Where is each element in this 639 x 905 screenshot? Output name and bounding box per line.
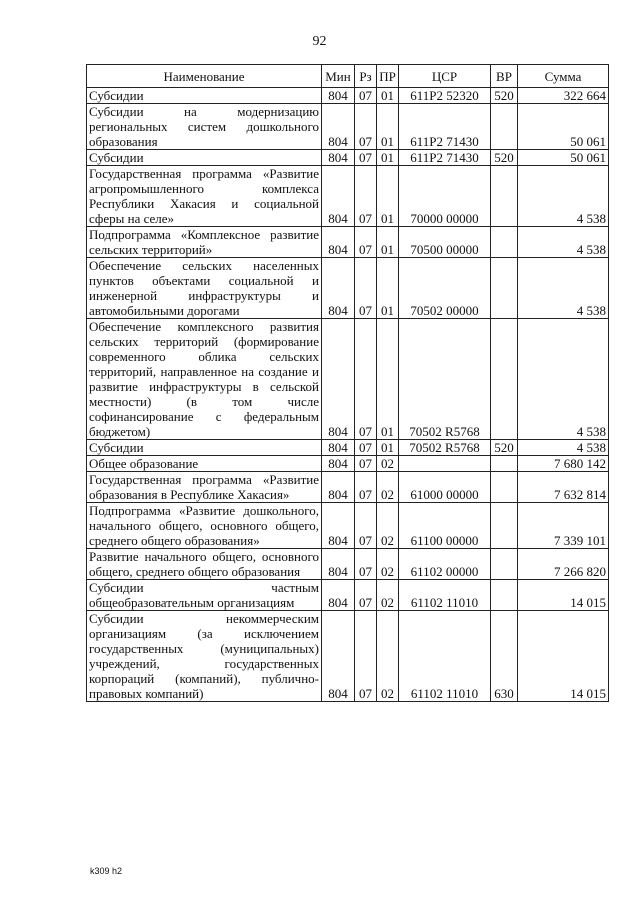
row-vr: 630 xyxy=(491,611,518,702)
row-sum: 4 538 xyxy=(518,440,609,456)
table-row xyxy=(87,611,609,702)
row-pr: 01 xyxy=(377,227,399,258)
row-min: 804 xyxy=(322,104,355,150)
row-vr xyxy=(491,456,518,472)
row-pr: 02 xyxy=(377,549,399,580)
row-rz: 07 xyxy=(355,472,377,503)
row-vr xyxy=(491,227,518,258)
row-name: Субсидии xyxy=(87,440,322,456)
page-number: 92 xyxy=(312,34,327,49)
row-rz: 07 xyxy=(355,456,377,472)
row-sum: 4 538 xyxy=(518,227,609,258)
row-name: Обеспечение комплексного развития сельских территорий (формирование современного облика сельских территорий, направленное на создание и развитие инфраструктуры в сельской местности) (в том числе софинансирование с федеральным бюджетом) xyxy=(87,319,322,440)
row-name: Подпрограмма «Развитие дошкольного, начального общего, основного общего, среднего общего образования» xyxy=(87,503,322,549)
row-min: 804 xyxy=(322,440,355,456)
row-min: 804 xyxy=(322,319,355,440)
row-csr: 611P2 71430 xyxy=(399,104,491,150)
row-name: Субсидии xyxy=(87,88,322,104)
row-rz: 07 xyxy=(355,227,377,258)
row-pr: 02 xyxy=(377,580,399,611)
header-sum: Сумма xyxy=(518,65,609,88)
row-csr: 611P2 71430 xyxy=(399,150,491,166)
row-min: 804 xyxy=(322,150,355,166)
row-csr: 61000 00000 xyxy=(399,472,491,503)
row-pr: 01 xyxy=(377,104,399,150)
row-name: Общее образование xyxy=(87,456,322,472)
table-row xyxy=(87,456,609,472)
header-rz: Рз xyxy=(355,65,377,88)
row-rz: 07 xyxy=(355,611,377,702)
row-vr: 520 xyxy=(491,88,518,104)
table-row xyxy=(87,580,609,611)
row-min: 804 xyxy=(322,258,355,319)
row-pr: 01 xyxy=(377,150,399,166)
table-row xyxy=(87,503,609,549)
row-csr: 611P2 52320 xyxy=(399,88,491,104)
row-name: Субсидии частным общеобразовательным организациям xyxy=(87,580,322,611)
row-rz: 07 xyxy=(355,503,377,549)
row-pr: 01 xyxy=(377,319,399,440)
row-min: 804 xyxy=(322,227,355,258)
row-min: 804 xyxy=(322,549,355,580)
row-csr: 70500 00000 xyxy=(399,227,491,258)
table-row xyxy=(87,472,609,503)
row-vr: 520 xyxy=(491,440,518,456)
row-rz: 07 xyxy=(355,104,377,150)
row-sum: 4 538 xyxy=(518,166,609,227)
header-min: Мин xyxy=(322,65,355,88)
header-csr: ЦСР xyxy=(399,65,491,88)
row-csr: 70000 00000 xyxy=(399,166,491,227)
row-vr xyxy=(491,472,518,503)
header-vr: ВР xyxy=(491,65,518,88)
row-sum: 7 266 820 xyxy=(518,549,609,580)
row-rz: 07 xyxy=(355,166,377,227)
row-name: Субсидии некоммерческим организациям (за исключением государственных (муниципальных) учреждений, государственных корпораций (компаний), публично-правовых компаний) xyxy=(87,611,322,702)
row-vr xyxy=(491,166,518,227)
row-vr xyxy=(491,104,518,150)
document-code: k309 h2 xyxy=(90,866,123,876)
row-min: 804 xyxy=(322,472,355,503)
row-name: Подпрограмма «Комплексное развитие сельских территорий» xyxy=(87,227,322,258)
table-header-row xyxy=(87,65,609,88)
row-min: 804 xyxy=(322,611,355,702)
row-rz: 07 xyxy=(355,319,377,440)
row-csr: 70502 R5768 xyxy=(399,319,491,440)
row-pr: 02 xyxy=(377,472,399,503)
row-csr xyxy=(399,456,491,472)
row-min: 804 xyxy=(322,166,355,227)
row-name: Субсидии xyxy=(87,150,322,166)
table-row xyxy=(87,227,609,258)
header-pr: ПР xyxy=(377,65,399,88)
row-min: 804 xyxy=(322,456,355,472)
row-csr: 61102 11010 xyxy=(399,580,491,611)
row-name: Обеспечение сельских населенных пунктов объектами социальной и инженерной инфраструктуры и автомобильными дорогами xyxy=(87,258,322,319)
row-pr: 01 xyxy=(377,166,399,227)
row-pr: 01 xyxy=(377,258,399,319)
row-vr xyxy=(491,258,518,319)
row-sum: 322 664 xyxy=(518,88,609,104)
row-rz: 07 xyxy=(355,88,377,104)
row-sum: 50 061 xyxy=(518,150,609,166)
row-sum: 7 680 142 xyxy=(518,456,609,472)
row-sum: 7 339 101 xyxy=(518,503,609,549)
row-sum: 50 061 xyxy=(518,104,609,150)
row-pr: 02 xyxy=(377,456,399,472)
row-min: 804 xyxy=(322,88,355,104)
row-sum: 4 538 xyxy=(518,319,609,440)
table-row xyxy=(87,440,609,456)
row-vr xyxy=(491,580,518,611)
row-csr: 61100 00000 xyxy=(399,503,491,549)
row-name: Государственная программа «Развитие образования в Республике Хакасия» xyxy=(87,472,322,503)
row-csr: 61102 00000 xyxy=(399,549,491,580)
table-row xyxy=(87,319,609,440)
row-rz: 07 xyxy=(355,580,377,611)
row-pr: 01 xyxy=(377,440,399,456)
table-row xyxy=(87,258,609,319)
row-sum: 4 538 xyxy=(518,258,609,319)
row-rz: 07 xyxy=(355,258,377,319)
row-rz: 07 xyxy=(355,150,377,166)
row-csr: 70502 R5768 xyxy=(399,440,491,456)
row-vr xyxy=(491,319,518,440)
table-row xyxy=(87,88,609,104)
row-csr: 61102 11010 xyxy=(399,611,491,702)
row-sum: 14 015 xyxy=(518,580,609,611)
row-vr: 520 xyxy=(491,150,518,166)
row-sum: 7 632 814 xyxy=(518,472,609,503)
table-row xyxy=(87,150,609,166)
row-rz: 07 xyxy=(355,549,377,580)
row-name: Развитие начального общего, основного общего, среднего общего образования xyxy=(87,549,322,580)
row-name: Государственная программа «Развитие агропромышленного комплекса Республики Хакасия и социальной сферы на селе» xyxy=(87,166,322,227)
row-vr xyxy=(491,503,518,549)
row-vr xyxy=(491,549,518,580)
row-min: 804 xyxy=(322,580,355,611)
budget-table xyxy=(86,64,609,702)
table-row xyxy=(87,104,609,150)
table-row xyxy=(87,166,609,227)
table-row xyxy=(87,549,609,580)
row-name: Субсидии на модернизацию региональных систем дошкольного образования xyxy=(87,104,322,150)
row-rz: 07 xyxy=(355,440,377,456)
row-pr: 02 xyxy=(377,611,399,702)
row-min: 804 xyxy=(322,503,355,549)
row-pr: 02 xyxy=(377,503,399,549)
row-pr: 01 xyxy=(377,88,399,104)
row-sum: 14 015 xyxy=(518,611,609,702)
header-name: Наименование xyxy=(87,65,322,88)
row-csr: 70502 00000 xyxy=(399,258,491,319)
